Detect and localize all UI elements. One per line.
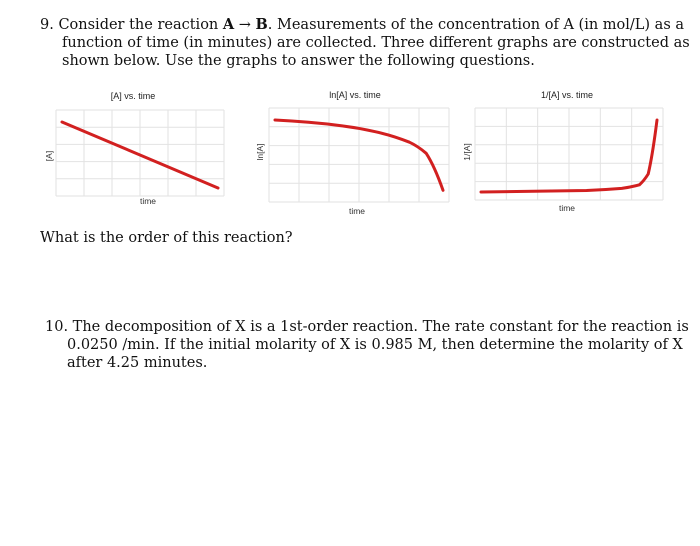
reaction-arrow: → [238,17,251,33]
question-10-line-2: 0.0250 /min. If the initial molarity of X is 0.985 M, then determine the molarity of X [67,337,683,353]
x-axis-label: time [139,196,157,206]
reactant-label: A [222,16,235,33]
x-axis-label: time [558,203,576,213]
question-9-line-1: 9. Consider the reaction A → B. Measurements of the concentration of A (in mol/L) as a [40,16,685,33]
chart-title: 1/[A] vs. time [540,90,594,100]
chart-A-svg [38,86,228,218]
product-label: B [255,16,268,33]
chart-A-vs-time [38,86,228,222]
order-question: What is the order of this reaction? [40,230,293,246]
question-10-line-3: after 4.25 minutes. [67,355,208,371]
y-axis-label: ln[A] [255,143,265,161]
chart-invA-vs-time [463,86,668,222]
chart-title: [A] vs. time [110,91,156,101]
question-10-line-1: 10. The decomposition of X is a 1st-order reaction. The rate constant for the reaction is [45,319,689,335]
question-9-line-2: function of time (in minutes) are collected. Three different graphs are constructed as [62,35,690,51]
question-9-line-3: shown below. Use the graphs to answer the following questions. [62,53,535,69]
chart-invA-svg [463,86,668,218]
chart-lnA-vs-time [255,86,455,222]
question-number: 9. [40,17,54,33]
y-axis-label: [A] [44,150,54,162]
question-10 [45,318,689,372]
y-axis-label: 1/[A] [462,143,472,161]
chart-grid [56,110,224,196]
chart-title: ln[A] vs. time [329,90,381,100]
x-axis-label: time [348,206,366,216]
question-9 [40,16,690,70]
chart-lnA-svg [255,86,455,218]
